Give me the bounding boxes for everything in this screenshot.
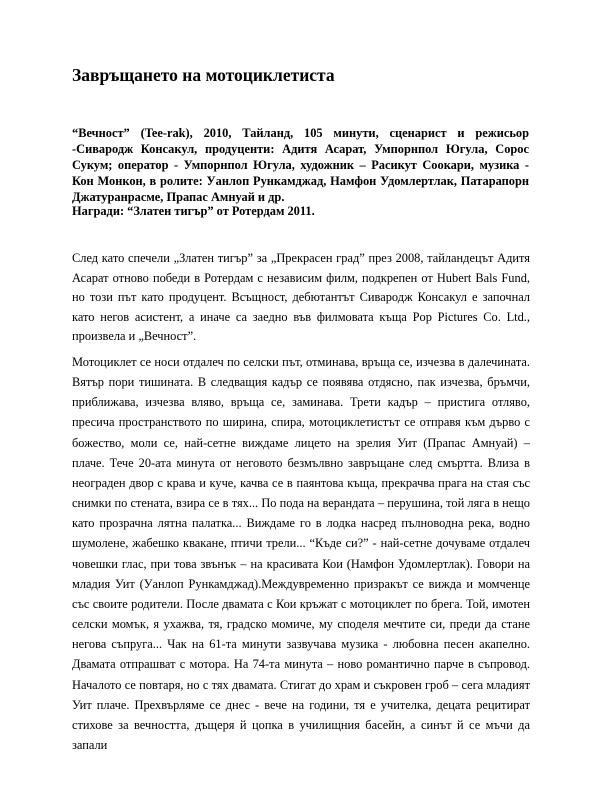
body-paragraph-2: Мотоциклет се носи отдалеч по селски път, отминава, връща се, изчезва в далечината. Вятър пори тишината. В следващия кадър се появява отдясно, пак изчезва, бръмчи, приближава, изчезва вляво, връща се, заминава. Трети кадър – пристига отляво, пресича пространството по ширина, спира, мотоциклетистът се отправя към дърво с божество, моли се, най-сетне виждаме лицето на зрелия Уит (Прапас Амнуай) – плаче. Тече 20-ата минута от неговото безмълвно завръщане след смъртта. Влиза в неограден двор с крава и куче, качва се в паянтова къща, прекрачва прага на стая със снимки по стената, взира се в тях... По пода на верандата – перушина, той ляга в нещо като прозрачна лятна палатка... Виждаме го в лодка насред пълноводна река, водно шумолене, жабешко квакане, птичи трели... “Къде си?” - най-сетне дочуваме отдалеч човешки глас, при това звънък – на красивата Кои (Намфон Удомлертлак). Говори на младия Уит (Уанлоп Рункамджад).Междувременно призракът се вижда и момченце със своите родители. После двамата с Кои кръжат с мотоциклет по брега. Той, имотен селски момък, я ухажва, тя, градско момиче, му споделя мечтите си, преди да стане негова съпруга... Чак на 61-та минути зазвучава музика - любовна песен акапелно. Двамата отпрашват с мотора. На 74-та минута – ново романтично парче в съпровод. Началото се повтаря, но с тях двамата. Стигат до храм и съкровен гроб – сега младият Уит плаче. Прехвърляме се днес - вече на години, тя е учителка, децата рецитират стихове за вечността, дъщеря й цопка в училищния басейн, а синът й се мъчи да запали (72, 355, 530, 752)
body-paragraph-1: След като спечели „Златен тигър” за „Прекрасен град” през 2008, тайландецът Адитя Асарат отново победи в Ротердам с независим филм, подкрепен от Hubert Bals Fund, но този път като продуцент. Всъщност, дебютантът Сивародж Консакул е започнал като негов асистент, а иначе са заедно във филмовата къща Pop Pictures Co. Ltd., произвела и „Вечност”. (72, 251, 530, 344)
film-awards: Награди: “Златен тигър” от Ротердам 2011. (72, 204, 315, 218)
film-credits: “Вечност” (Tee-rak), 2010, Тайланд, 105 минути, сценарист и режисьор -Сивародж Консакул, продуценти: Адитя Асарат, Умпорнпол Югула, Сорос Сукум; оператор - Умпорнпол Югула, художник – Расикут Соокари, музика - Кон Монкон, в ролите: Уанлоп Рункамджад, Намфон Удомлертлак, Патарапорн Джатуранрасме, Прапас Амнуай и др. (72, 126, 529, 204)
document-title: Завръщането на мотоциклетиста (72, 65, 335, 85)
